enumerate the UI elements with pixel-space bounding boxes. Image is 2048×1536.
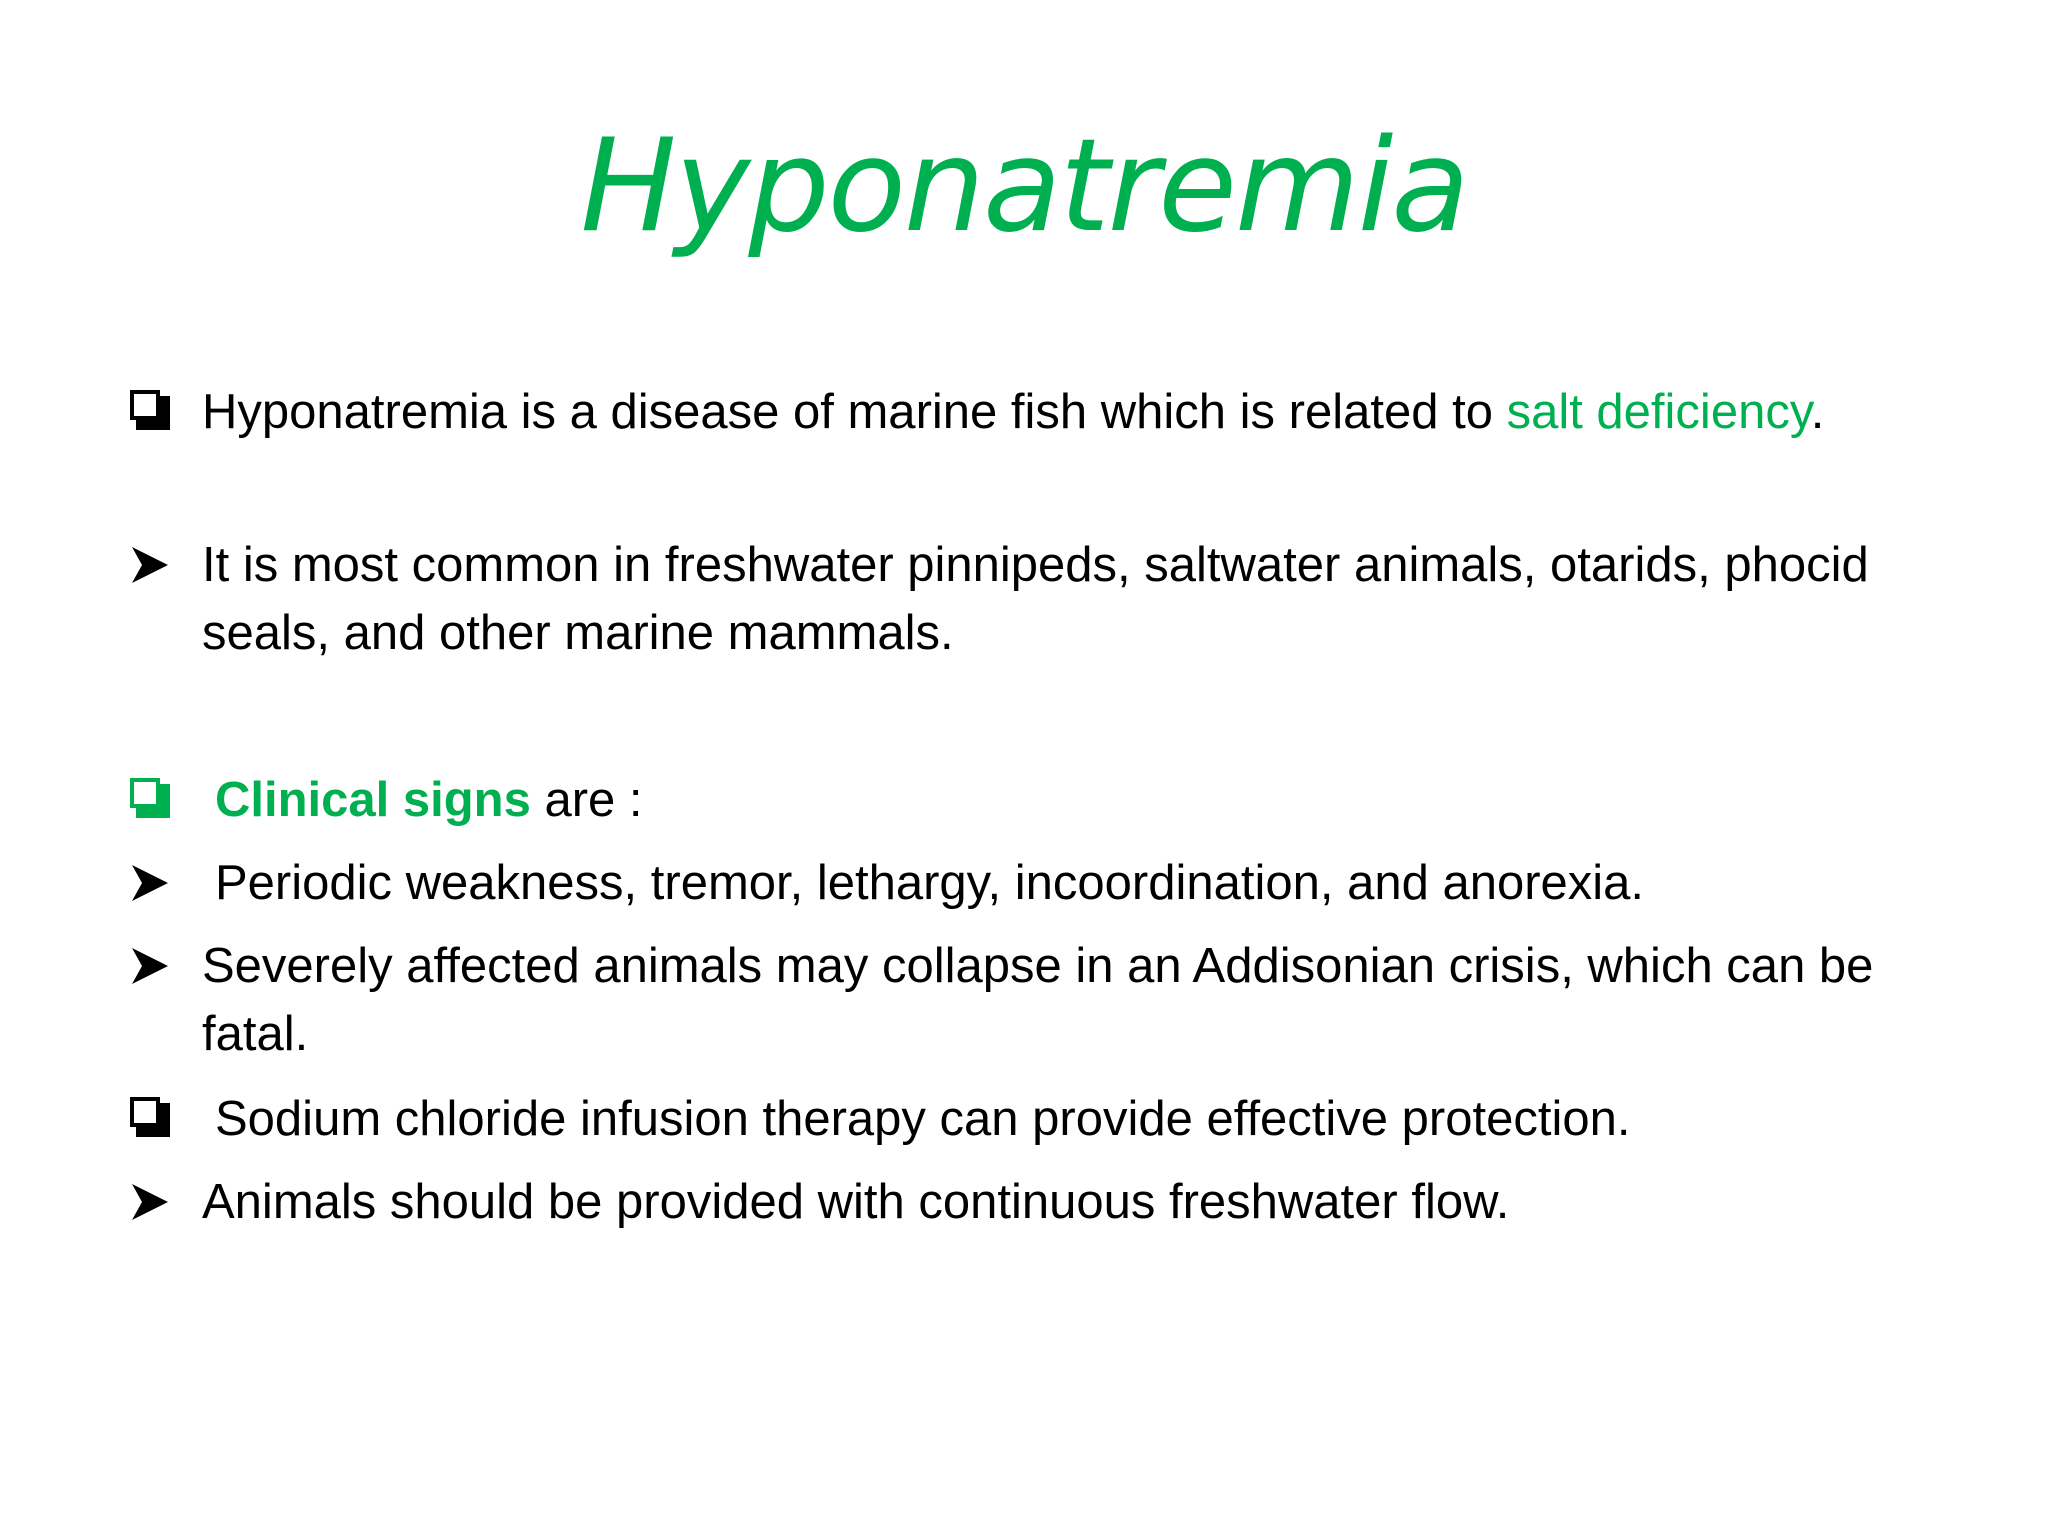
arrowhead-icon [128,944,172,988]
bullet-text: It is most common in freshwater pinnipeds, saltwater animals, otarids, phocid seals, and other marine mammals. [202,538,1869,660]
salt-deficiency-highlight: salt deficiency [1506,385,1811,439]
clinical-signs-highlight: Clinical signs [215,773,531,827]
bullet-text [202,378,1922,446]
arrowhead-icon [128,861,172,905]
slide-title: Hyponatremia [580,112,1468,261]
checkbox-icon [128,776,172,820]
bullet-text [215,766,1935,834]
arrowhead-icon [128,1180,172,1224]
bullet-text: Severely affected animals may collapse in an Addisonian crisis, which can be fatal. [202,939,1874,1061]
bullet-text: Sodium chloride infusion therapy can provide effective protection. [215,1092,1631,1146]
bullet-text: Animals should be provided with continuous freshwater flow. [202,1175,1510,1229]
checkbox-icon [128,388,172,432]
checkbox-icon [128,1095,172,1139]
bullet-text-suffix: are : [530,773,643,827]
bullet-text-suffix: . [1810,385,1825,439]
bullet-text: Periodic weakness, tremor, lethargy, incoordination, and anorexia. [215,856,1645,910]
bullet-text-prefix: Hyponatremia is a disease of marine fish which is related to [202,385,1507,439]
arrowhead-icon [128,543,172,587]
